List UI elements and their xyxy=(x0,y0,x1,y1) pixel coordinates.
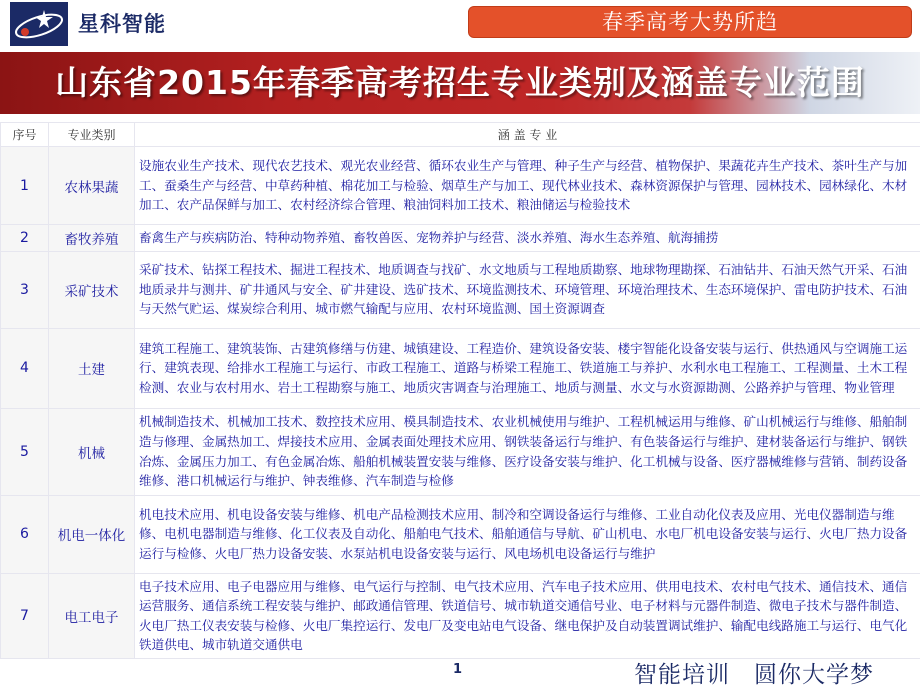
row-majors: 畜禽生产与疾病防治、特种动物养殖、畜牧兽医、宠物养护与经营、淡水养殖、海水生态养殖、航海捕捞 xyxy=(135,225,920,252)
table-row xyxy=(1,225,920,252)
slogan-banner: 春季高考大势所趋 xyxy=(468,6,912,38)
row-majors: 建筑工程施工、建筑装饰、古建筑修缮与仿建、城镇建设、工程造价、建筑设备安装、楼宇智能化设备安装与运行、供热通风与空调施工运行、建筑表现、给排水工程施工与运行、市政工程施工、道路与桥梁工程施工、铁道施工与养护、水利水电工程施工、工程测量、土木工程检测、农业与农村用水、岩土工程勘察与施工、地质灾害调查与治理施工、地质与测量、水文与水资源勘测、公路养护与管理、物业管理 xyxy=(135,328,920,408)
row-number: 3 xyxy=(1,251,49,328)
row-majors: 机械制造技术、机械加工技术、数控技术应用、模具制造技术、农业机械使用与维护、工程机械运用与维修、矿山机械运行与维修、船舶制造与修理、金属热加工、焊接技术应用、金属表面处理技术应用、钢铁装备运行与维护、有色装备运行与维护、建材装备运行与维护、钢铁冶炼、金属压力加工、有色金属冶炼、船舶机械装置安装与维修、医疗设备安装与维护、化工机械与设备、医疗器械维修与营销、制药设备维修、港口机械运行与维护、钟表维修、汽车制造与检修 xyxy=(135,408,920,495)
row-category: 采矿技术 xyxy=(49,251,135,328)
table-row xyxy=(1,495,920,573)
page-number: 1 xyxy=(453,662,463,677)
table-row xyxy=(1,251,920,328)
row-number: 7 xyxy=(1,573,49,658)
row-category: 机电一体化 xyxy=(49,495,135,573)
row-category: 土建 xyxy=(49,328,135,408)
column-header-number: 序号 xyxy=(1,123,49,147)
table-row xyxy=(1,147,920,225)
table-row xyxy=(1,328,920,408)
row-number: 2 xyxy=(1,225,49,252)
page-title: 山东省2015年春季高考招生专业类别及涵盖专业范围 xyxy=(55,63,865,102)
title-banner xyxy=(0,52,920,114)
row-category: 电工电子 xyxy=(49,573,135,658)
row-category: 畜牧养殖 xyxy=(49,225,135,252)
row-category: 机械 xyxy=(49,408,135,495)
table-row xyxy=(1,408,920,495)
footer-slogan: 智能培训 圆你大学梦 xyxy=(634,662,874,688)
row-majors: 设施农业生产技术、现代农艺技术、观光农业经营、循环农业生产与管理、种子生产与经营、植物保护、果蔬花卉生产技术、茶叶生产与加工、蚕桑生产与经营、中草药种植、棉花加工与检验、烟草生产与加工、现代林业技术、森林资源保护与管理、园林技术、园林绿化、木材加工、农产品保鲜与加工、农村经济综合管理、粮油饲料加工技术、粮油储运与检验技术 xyxy=(135,147,920,225)
majors-table xyxy=(0,122,920,659)
row-number: 5 xyxy=(1,408,49,495)
column-header-majors: 涵 盖 专 业 xyxy=(135,123,920,147)
row-majors: 机电技术应用、机电设备安装与维修、机电产品检测技术应用、制冷和空调设备运行与维修、工业自动化仪表及应用、光电仪器制造与维修、电机电器制造与维修、化工仪表及自动化、船舶电气技术、船舶通信与导航、矿山机电、水电厂机电设备安装与运行、火电厂热力设备运行与检修、火电厂热力设备安装、水泵站机电设备安装与运行、风电场机电设备运行与维护 xyxy=(135,495,920,573)
row-number: 1 xyxy=(1,147,49,225)
row-majors: 电子技术应用、电子电器应用与维修、电气运行与控制、电气技术应用、汽车电子技术应用、供用电技术、农村电气技术、通信技术、通信运营服务、通信系统工程安装与维护、邮政通信管理、铁道信号、城市轨道交通信号业、电子材料与元器件制造、微电子技术与器件制造、火电厂热工仪表安装与检修、火电厂集控运行、发电厂及变电站电气设备、继电保护及自动装置调试维护、输配电线路施工与运行、电气化铁道供电、城市轨道交通供电 xyxy=(135,573,920,658)
logo xyxy=(10,2,68,46)
logo-icon xyxy=(10,2,68,46)
table-header-row xyxy=(1,123,920,147)
row-number: 6 xyxy=(1,495,49,573)
row-majors: 采矿技术、钻探工程技术、掘进工程技术、地质调查与找矿、水文地质与工程地质勘察、地球物理勘探、石油钻井、石油天然气开采、石油地质录井与测井、矿井通风与安全、矿井建设、选矿技术、环境监测技术、环境管理、环境治理技术、生态环境保护、雷电防护技术、石油与天然气贮运、煤炭综合利用、城市燃气输配与应用、农村环境监测、国土资源调查 xyxy=(135,251,920,328)
table-row xyxy=(1,573,920,658)
column-header-category: 专业类别 xyxy=(49,123,135,147)
row-category: 农林果蔬 xyxy=(49,147,135,225)
row-number: 4 xyxy=(1,328,49,408)
brand-name: 星科智能 xyxy=(78,12,166,36)
